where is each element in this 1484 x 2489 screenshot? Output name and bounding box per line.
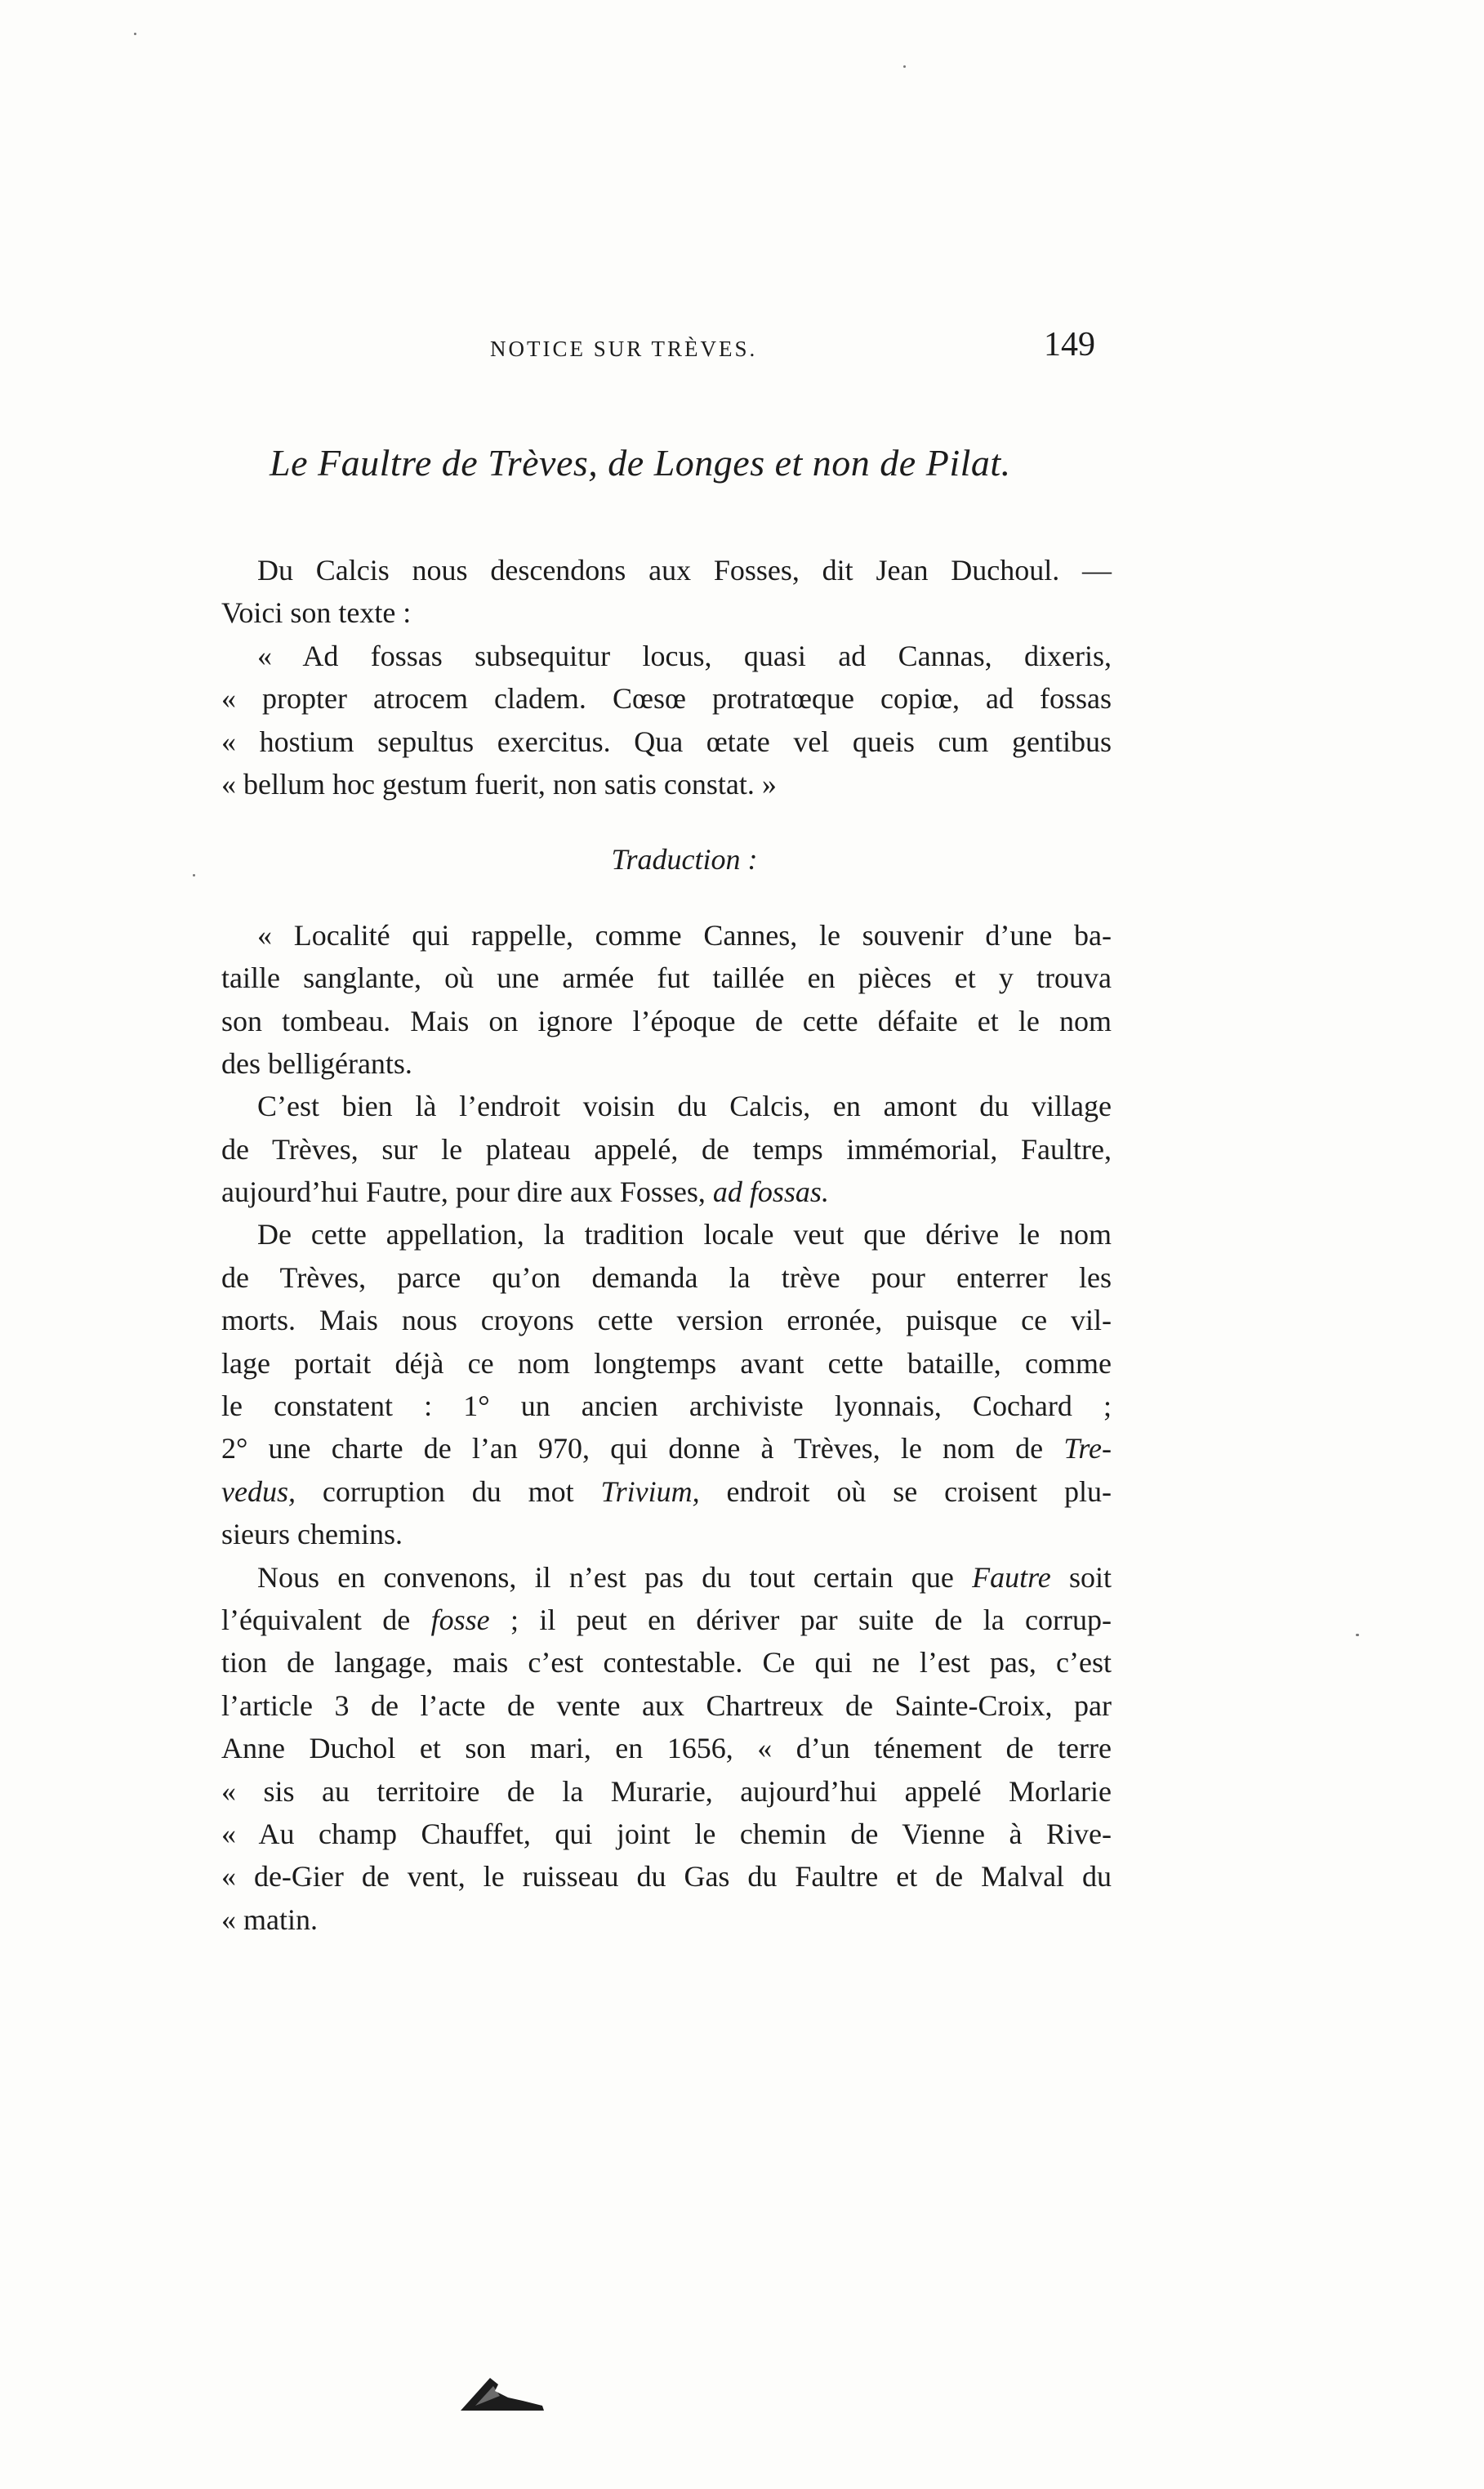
translation-caption: Traduction : — [611, 843, 758, 877]
quote-line: « Ad fossas subsequitur locus, quasi ad Cannas, dixeris, — [257, 639, 1112, 672]
italic-run: Trivium, — [600, 1474, 700, 1508]
text-line — [221, 1556, 1112, 1599]
text-run: corruption du mot — [295, 1474, 601, 1508]
quote-line: « propter atrocem cladem. Cœsœ protratœque copiœ, ad fossas — [221, 682, 1112, 716]
text-line: sieurs chemins. — [221, 1518, 403, 1551]
text-line: tion de langage, mais c’est contestable. Ce qui ne l’est pas, c’est — [221, 1646, 1112, 1679]
text-line — [221, 1470, 1112, 1513]
text-line: de Trèves, parce qu’on demanda la trève pour enterrer les — [221, 1260, 1112, 1294]
text-run: ; il peut en dériver par suite de la corrup- — [489, 1603, 1112, 1636]
text-line: C’est bien là l’endroit voisin du Calcis, en amont du village — [257, 1090, 1112, 1123]
text-line: l’article 3 de l’acte de vente aux Chartreux de Sainte-Croix, par — [221, 1688, 1112, 1722]
text-line: de Trèves, sur le plateau appelé, de temps immémorial, Faultre, — [221, 1132, 1112, 1166]
text-line: « sis au territoire de la Murarie, aujourd’hui appelé Morlarie — [221, 1774, 1112, 1808]
page-number: 149 — [1044, 326, 1095, 364]
scan-speck — [134, 33, 136, 35]
text-line: morts. Mais nous croyons cette version erronée, puisque ce vil- — [221, 1304, 1112, 1337]
quote-line: « bellum hoc gestum fuerit, non satis constat. » — [221, 767, 777, 801]
text-line: Voici son texte : — [221, 596, 412, 630]
text-line: « Localité qui rappelle, comme Cannes, le souvenir d’une ba- — [257, 918, 1112, 952]
body-text — [221, 549, 1112, 1941]
text-run: l’équivalent de — [221, 1603, 431, 1636]
italic-run: ad fossas. — [712, 1175, 829, 1209]
text-line: « de-Gier de vent, le ruisseau du Gas du Faultre et de Malval du — [221, 1860, 1112, 1894]
text-line — [221, 1427, 1112, 1470]
text-line: lage portait déjà ce nom longtemps avant cette bataille, comme — [221, 1346, 1112, 1380]
text-line: « Au champ Chauffet, qui joint le chemin de Vienne à Rive- — [221, 1817, 1112, 1850]
running-head: NOTICE SUR TRÈVES. — [490, 337, 758, 361]
italic-run: Tre- — [1063, 1432, 1112, 1465]
text-line: Anne Duchol et son mari, en 1656, « d’un ténement de terre — [221, 1732, 1112, 1765]
italic-run: vedus, — [221, 1474, 296, 1508]
text-line: Du Calcis nous descendons aux Fosses, dit Jean Duchoul. — — [257, 554, 1112, 587]
scan-speck — [193, 874, 195, 877]
text-run: endroit où se croisent plu- — [699, 1474, 1112, 1508]
text-run: aujourd’hui Fautre, pour dire aux Fosses, — [221, 1175, 713, 1209]
text-line — [221, 1171, 1112, 1213]
text-line: le constatent : 1° un ancien archiviste lyonnais, Cochard ; — [221, 1389, 1112, 1423]
text-line: taille sanglante, où une armée fut taillée en pièces et y trouva — [221, 961, 1112, 995]
text-line: « matin. — [221, 1902, 318, 1936]
scan-speck — [1356, 1634, 1359, 1636]
text-line — [221, 1599, 1112, 1641]
text-line: De cette appellation, la tradition locale veut que dérive le nom — [257, 1218, 1112, 1251]
section-title: Le Faultre de Trèves, de Longes et non de Pilat. — [270, 442, 1011, 484]
text-line: son tombeau. Mais on ignore l’époque de cette défaite et le nom — [221, 1004, 1112, 1037]
text-run: Nous en convenons, il n’est pas du tout certain que — [257, 1560, 973, 1594]
scan-speck — [903, 65, 906, 68]
italic-run: Fautre — [972, 1560, 1051, 1594]
italic-run: fosse — [430, 1603, 490, 1636]
printer-mark-icon — [457, 2373, 547, 2414]
text-run: 2° une charte de l’an 970, qui donne à Trèves, le nom de — [221, 1432, 1064, 1465]
text-run: soit — [1050, 1560, 1112, 1594]
quote-line: « hostium sepultus exercitus. Qua œtate vel queis cum gentibus — [221, 725, 1112, 758]
text-line: des belligérants. — [221, 1046, 412, 1080]
